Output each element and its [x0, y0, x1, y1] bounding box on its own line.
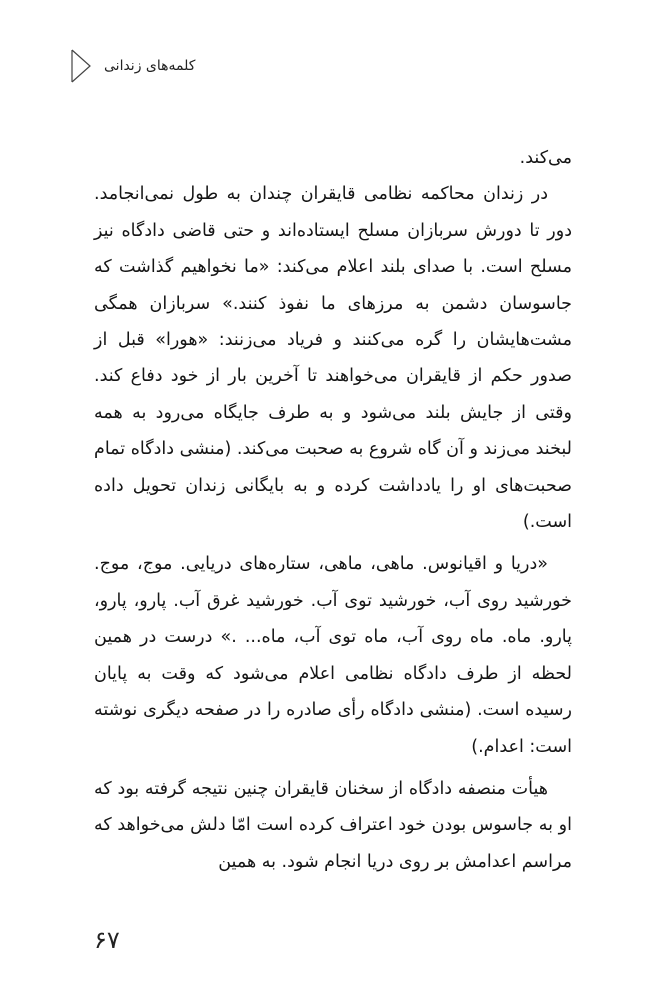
paragraph-continuation: می‌کند.	[519, 148, 572, 168]
chevron-bracket-icon	[70, 48, 92, 84]
paragraph-jury: هیأت منصفه دادگاه از سخنان قایقران چنین نتیجه گرفته بود که او به جاسوس بودن خود اعتراف کرده است امّا دلش می‌خواهد که مراسم اعدامش بر روی دریا انجام شود. به همین	[94, 778, 572, 872]
paragraph-trial: در زندان محاکمه نظامی قایقران چندان به طول نمی‌انجامد. دور تا دورش سربازان مسلح ایستاده‌اند و حتی قاضی دادگاه نیز مسلح است. با صدای بلند اعلام می‌کند: «ما نخواهیم گذاشت که جاسوسان دشمن به مرزهای ما نفوذ کنند.» سربازان همگی مشت‌هایشان را گره می‌کنند و فریاد می‌زنند: «هورا» قبل از صدور حکم از قایقران می‌خواهند تا آخرین بار از خود دفاع کند. وقتی از جایش بلند می‌شود و به طرف جایگاه می‌رود به همه لبخند می‌زند و آن گاه شروع به صحبت می‌کند. (منشی دادگاه تمام صحبت‌های او را یادداشت کرده و به بایگانی زندان تحویل داده است.)	[94, 184, 572, 533]
running-header-title: کلمه‌های زندانی	[104, 58, 196, 74]
paragraph-sea-speech: «دریا و اقیانوس. ماهی، ماهی، ستاره‌های دریایی. موج، موج. خورشید روی آب، خورشید توی آب. خورشید غرق آب. پارو، پارو، پارو. ماه. ماه روی آب، ماه توی آب، ماه... .» درست در همین لحظه از طرف دادگاه نظامی اعلام می‌شود که وقت به پایان رسیده است. (منشی دادگاه رأی صادره را در صفحه دیگری نوشته است: اعدام.)	[94, 554, 572, 757]
running-header	[70, 46, 195, 86]
page-number: ۶۷	[94, 926, 120, 954]
body-text	[94, 140, 572, 880]
